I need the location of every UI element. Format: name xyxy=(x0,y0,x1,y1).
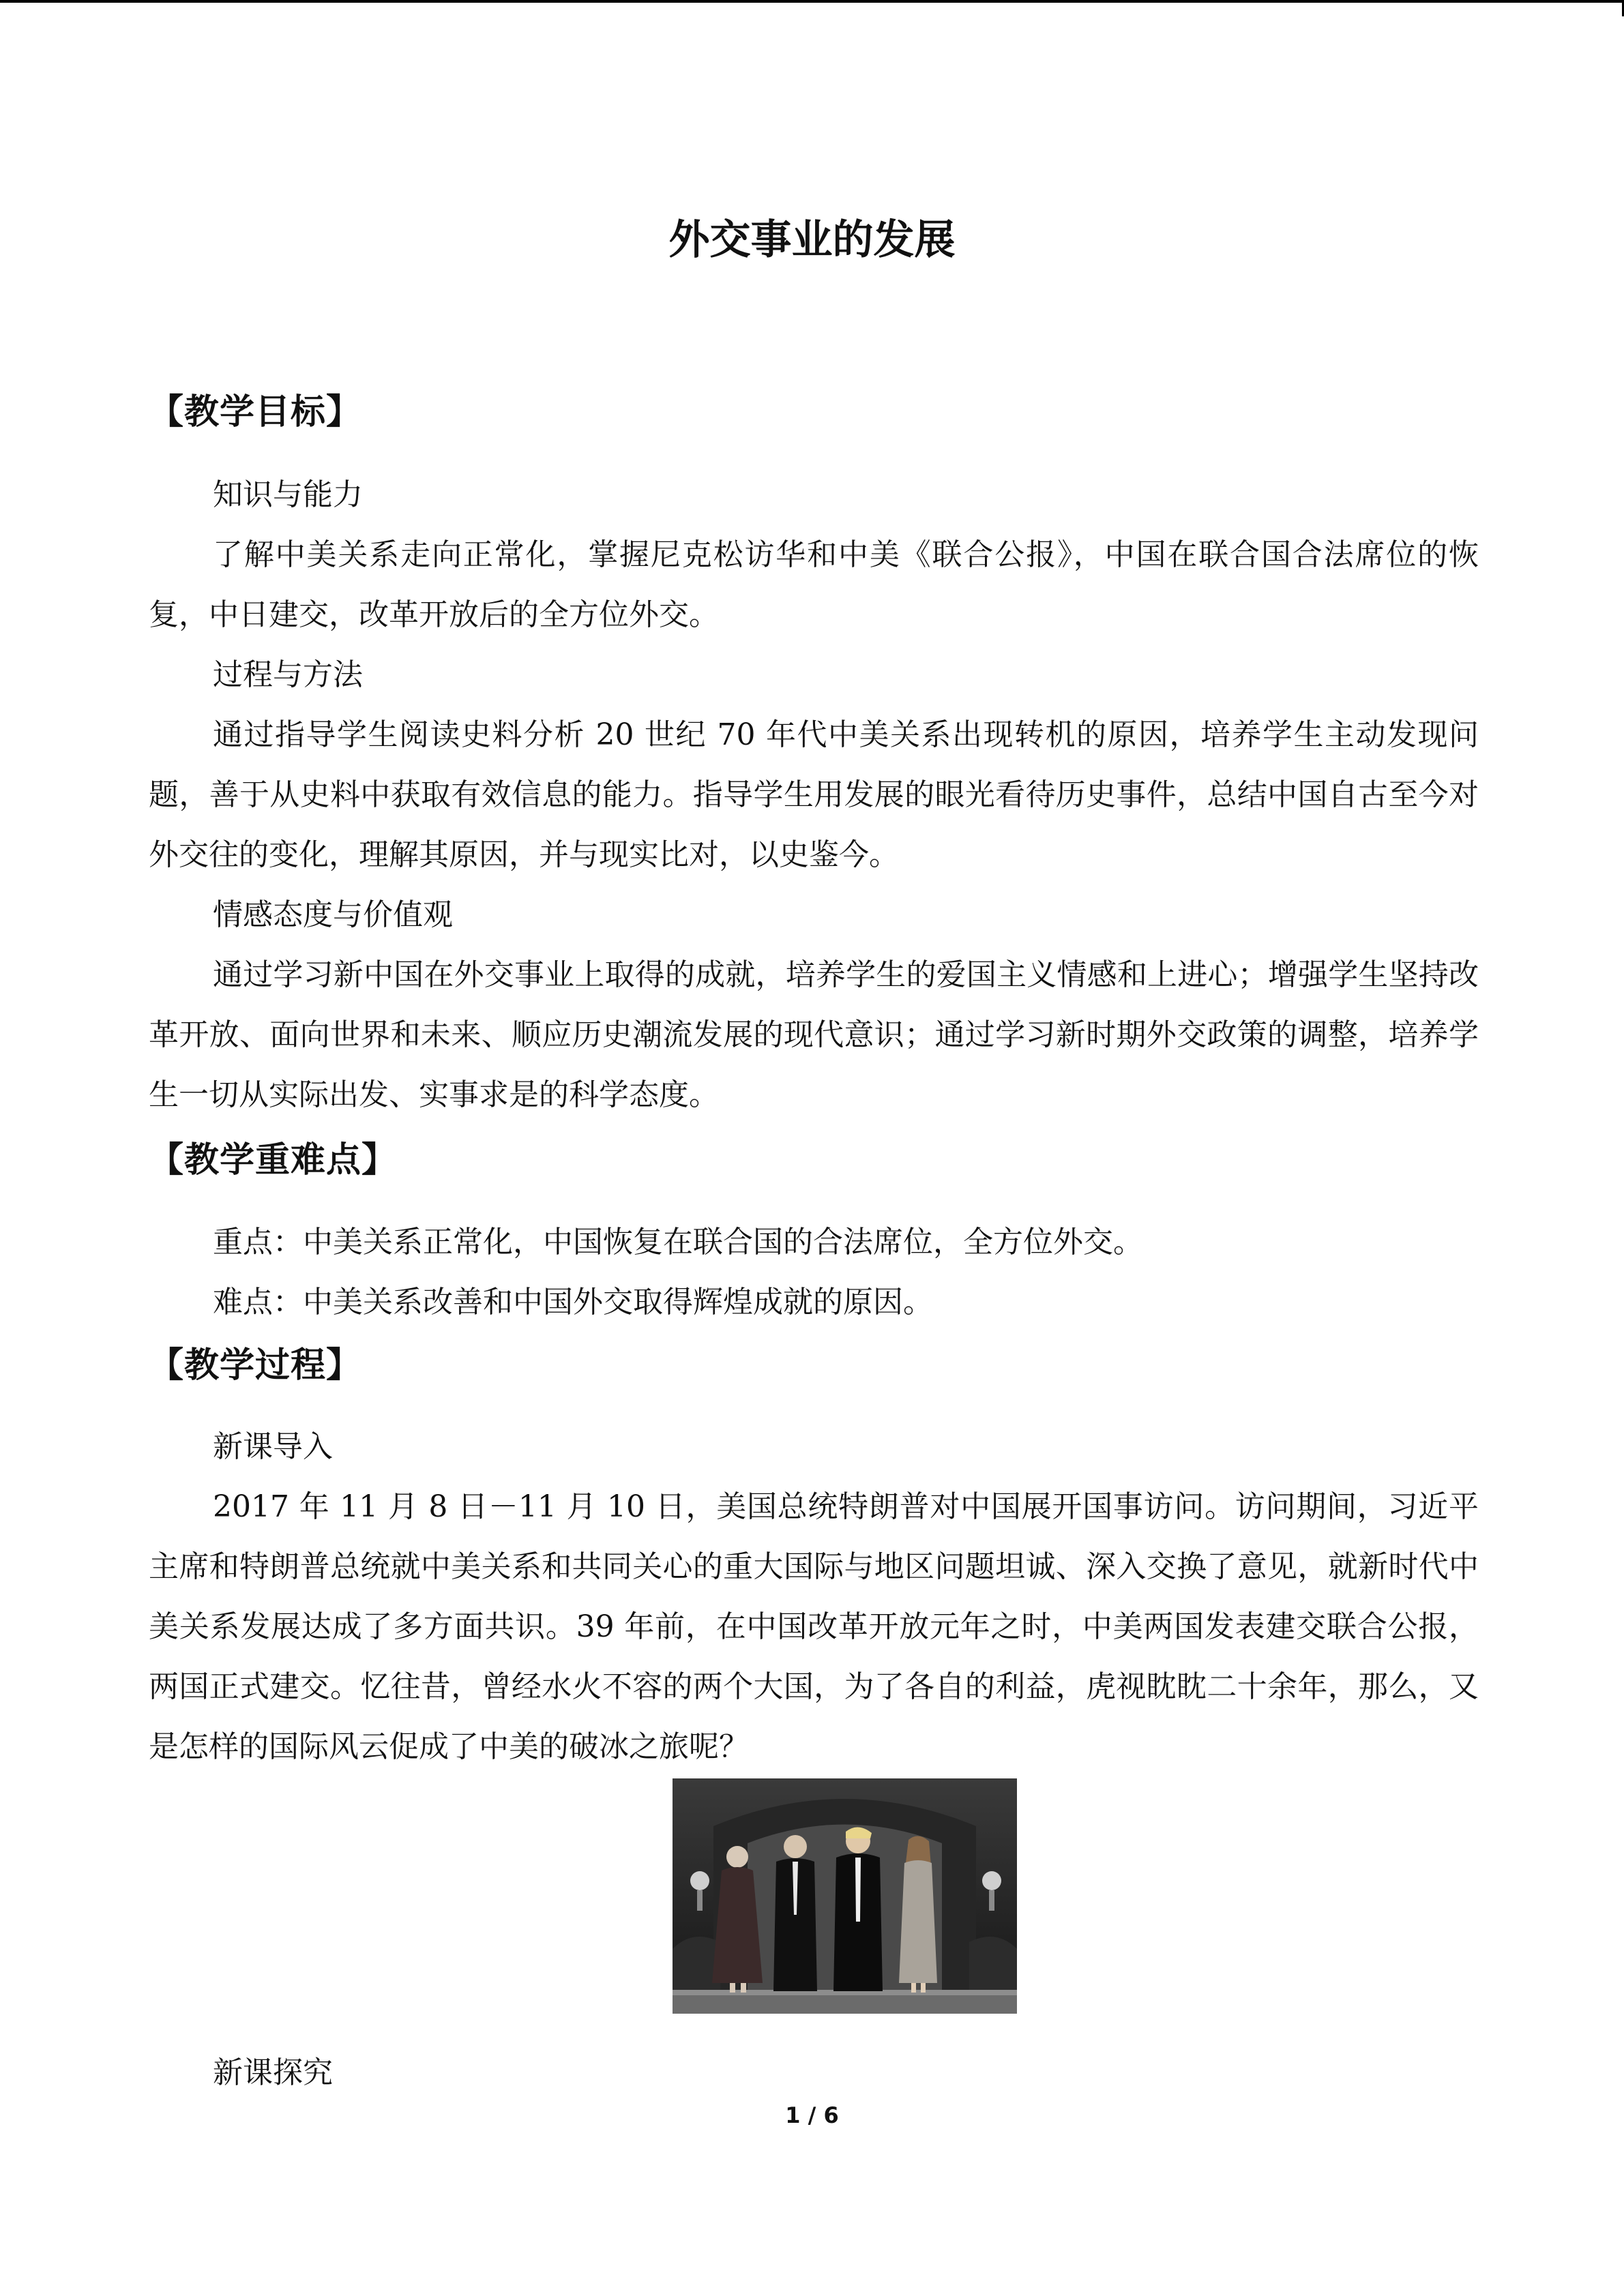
page-title: 外交事业的发展 xyxy=(668,216,956,264)
paragraph-emotion: 通过学习新中国在外交事业上取得的成就，培养学生的爱国主义情感和上进心；增强学生坚持改革开放、面向世界和未来、顺应历史潮流发展的现代意识；通过学习新时期外交政策的调整，培养学生一切从实际出发、实事求是的科学态度。 xyxy=(149,957,1479,1112)
subheading-knowledge: 知识与能力 xyxy=(213,477,363,512)
subheading-explore: 新课探究 xyxy=(213,2055,333,2090)
section-heading-process: 【教学过程】 xyxy=(149,1345,362,1386)
paragraph-knowledge: 了解中美关系走向正常化，掌握尼克松访华和中美《联合公报》，中国在联合国合法席位的恢复，中日建交，改革开放后的全方位外交。 xyxy=(149,537,1479,632)
paragraph-difficult-point: 难点：中美关系改善和中国外交取得辉煌成就的原因。 xyxy=(213,1285,933,1320)
paragraph-intro: 2017 年 11 月 8 日－11 月 10 日，美国总统特朗普对中国展开国事访问。访问期间，习近平主席和特朗普总统就中美关系和共同关心的重大国际与地区问题坦诚、深入交换了意见，就新时代中美关系发展达成了多方面共识。39 年前，在中国改革开放元年之时，中美两国发表建交联合公报，两国正式建交。忆往昔，曾经水火不容的两个大国，为了各自的利益，虎视眈眈二十余年，那么，又是怎样的国际风云促成了中美的破冰之旅呢？ xyxy=(149,1489,1479,1764)
page-number: 1 / 6 xyxy=(785,2102,839,2128)
subheading-process-method: 过程与方法 xyxy=(213,657,363,692)
photo-state-visit xyxy=(673,1778,1017,2014)
subheading-emotion: 情感态度与价值观 xyxy=(213,897,453,932)
page-top-border xyxy=(0,0,1624,3)
subheading-intro: 新课导入 xyxy=(213,1429,333,1464)
section-heading-key-points: 【教学重难点】 xyxy=(149,1140,398,1180)
paragraph-process-method: 通过指导学生阅读史料分析 20 世纪 70 年代中美关系出现转机的原因，培养学生主动发现问题，善于从史料中获取有效信息的能力。指导学生用发展的眼光看待历史事件，总结中国自古至今对外交往的变化，理解其原因，并与现实比对，以史鉴今。 xyxy=(149,717,1479,872)
photo-illustration xyxy=(673,1778,1017,2014)
section-heading-objectives: 【教学目标】 xyxy=(149,392,362,432)
paragraph-key-point: 重点：中美关系正常化，中国恢复在联合国的合法席位，全方位外交。 xyxy=(213,1225,1143,1259)
